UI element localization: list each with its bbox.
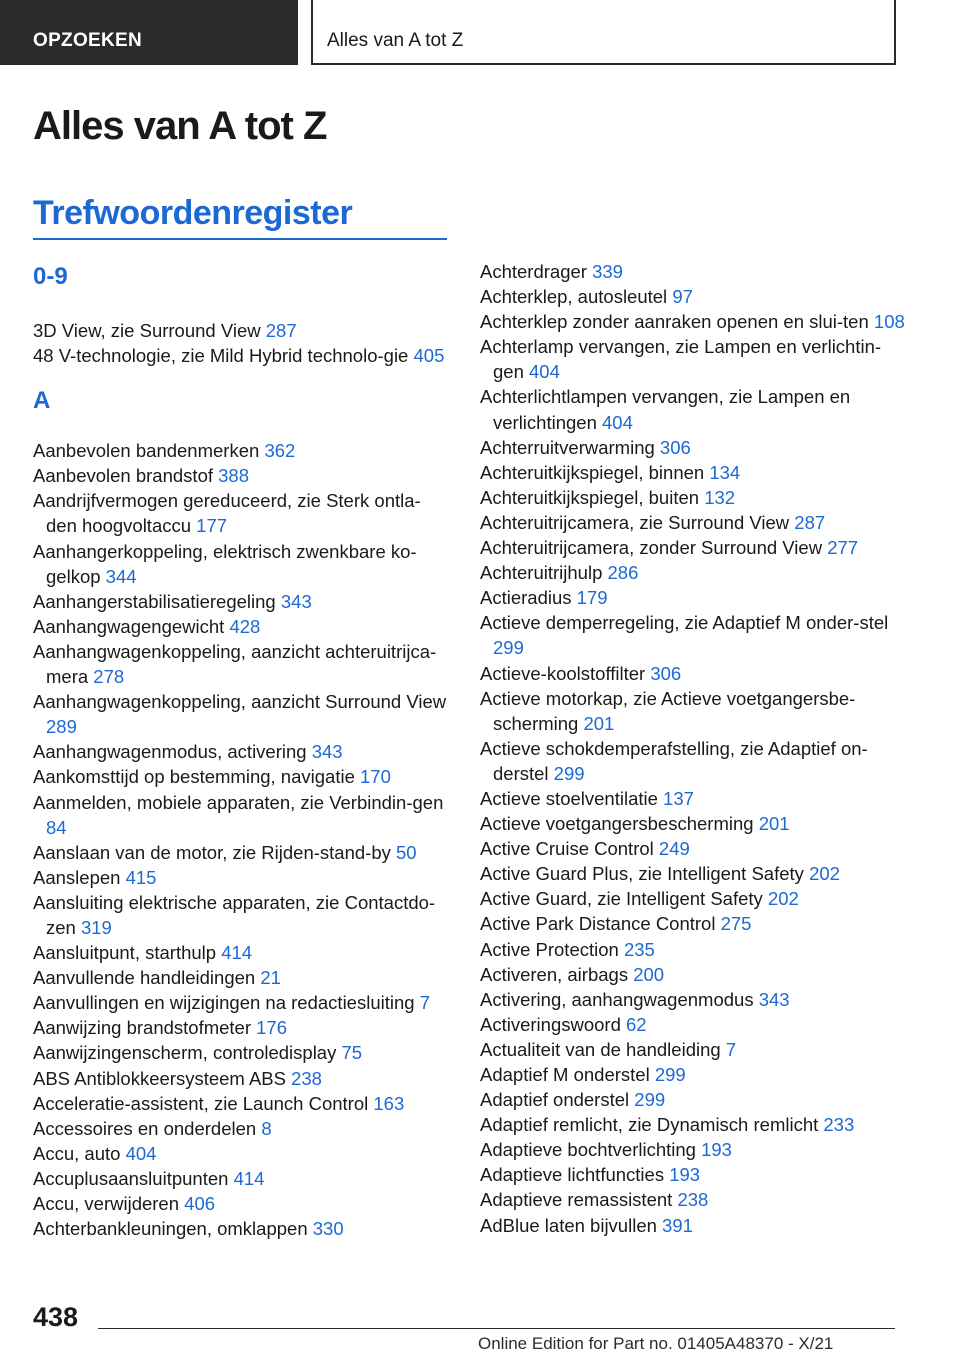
page-subtitle: Trefwoordenregister — [33, 194, 447, 240]
index-entry — [33, 965, 451, 990]
index-term: Active Cruise Control — [480, 838, 654, 860]
index-entry — [33, 1141, 451, 1166]
footer-rule — [98, 1328, 895, 1329]
index-entry — [33, 1015, 451, 1040]
index-entry — [480, 686, 905, 736]
index-entry — [480, 1213, 905, 1238]
index-entry — [33, 1116, 451, 1141]
page-reference-link[interactable]: 299 — [493, 637, 524, 659]
page-reference-link[interactable]: 235 — [623, 938, 655, 960]
index-entry — [33, 739, 451, 764]
index-term: Accu, auto — [33, 1142, 121, 1164]
page-reference-link[interactable]: 249 — [658, 838, 690, 860]
index-term: 3D View, zie Surround View — [33, 320, 261, 341]
index-entry — [480, 1137, 905, 1162]
page-reference-link[interactable]: 414 — [221, 942, 253, 964]
index-term: Aanwijzingenscherm, controledisplay — [33, 1042, 337, 1064]
index-term: Aansluiting elektrische apparaten, zie Contactdo-zen — [33, 891, 436, 938]
page-reference-link[interactable]: 202 — [809, 863, 840, 885]
page-reference-link[interactable]: 278 — [93, 666, 125, 688]
index-term: Achterruitverwarming — [480, 436, 655, 458]
index-entry — [480, 309, 905, 334]
index-term: Achterlamp vervangen, zie Lampen en verlichtin-gen — [480, 336, 882, 383]
index-entry — [480, 585, 905, 610]
index-term: Aanhangwagenkoppeling, aanzicht achteruitrijca-mera — [33, 640, 437, 688]
page-reference-link[interactable]: 343 — [758, 988, 790, 1010]
page-reference-link[interactable]: 134 — [709, 461, 741, 483]
page-reference-link[interactable]: 193 — [669, 1164, 701, 1186]
index-entry — [33, 890, 451, 940]
index-term: AdBlue laten bijvullen — [480, 1214, 657, 1236]
page-reference-link[interactable]: 339 — [592, 261, 623, 282]
index-term: Achteruitkijkspiegel, buiten — [480, 486, 700, 508]
index-term: Aanhangwagengewicht — [33, 615, 225, 637]
index-entry — [480, 962, 905, 987]
page-reference-link[interactable]: 299 — [553, 762, 585, 784]
index-entry — [33, 940, 451, 965]
index-entry — [33, 463, 451, 488]
index-term: Achterklep, autosleutel — [480, 286, 668, 308]
index-term: Aanhangerkoppeling, elektrisch zwenkbare ko-gelkop — [33, 540, 417, 587]
index-term: Adaptief remlicht, zie Dynamisch remlicht — [480, 1114, 819, 1136]
page-reference-link[interactable]: 75 — [341, 1042, 363, 1064]
index-entry — [480, 435, 905, 460]
page-reference-link[interactable]: 343 — [280, 590, 312, 612]
index-term: Achteruitrijcamera, zie Surround View — [480, 511, 790, 533]
index-column-right — [480, 259, 905, 1238]
index-entry — [480, 786, 905, 811]
index-term: Aanvullingen en wijzigingen na redactiesluiting — [33, 992, 415, 1014]
index-term: Active Park Distance Control — [480, 913, 716, 935]
index-entry — [33, 1040, 451, 1065]
page-reference-link[interactable]: 330 — [312, 1218, 344, 1240]
page-reference-link[interactable]: 201 — [583, 712, 615, 734]
index-entry — [480, 485, 905, 510]
index-term: Actieradius — [480, 587, 572, 609]
index-entry — [480, 911, 905, 936]
index-term: Achterklep zonder aanraken openen en slui-ten — [480, 311, 869, 333]
page-reference-link[interactable]: 306 — [650, 662, 682, 684]
page-reference-link[interactable]: 50 — [396, 841, 417, 863]
footer-edition-text: Online Edition for Part no. 01405A48370 - X/21 — [478, 1334, 834, 1353]
index-entry — [33, 764, 451, 789]
index-entry — [480, 610, 905, 660]
index-entry — [480, 1012, 905, 1037]
index-term: Aanslaan van de motor, zie Rijden-stand-by — [33, 841, 391, 863]
index-entry — [480, 1087, 905, 1112]
page-reference-link[interactable]: 62 — [626, 1013, 647, 1035]
page-reference-link[interactable]: 388 — [218, 465, 250, 487]
index-term: Achteruitrijhulp — [480, 562, 603, 584]
index-term: Actieve schokdemperafstelling, zie Adaptief on-derstel — [480, 737, 868, 784]
index-term: Aanhangwagenkoppeling, aanzicht Surround View — [33, 691, 447, 713]
index-entry — [33, 589, 451, 614]
page-reference-link[interactable]: 299 — [634, 1089, 666, 1111]
page-reference-link[interactable]: 137 — [663, 787, 694, 809]
page-reference-link[interactable]: 277 — [827, 537, 859, 559]
index-term: Achterlichtlampen vervangen, zie Lampen en verlichtingen — [480, 386, 851, 433]
page-reference-link[interactable]: 193 — [701, 1139, 732, 1161]
index-entry — [33, 639, 451, 689]
index-entry — [480, 736, 905, 786]
index-term: Aandrijfvermogen gereduceerd, zie Sterk ontla-den hoogvoltaccu — [33, 490, 421, 537]
index-entry — [33, 790, 451, 840]
index-entry — [480, 334, 905, 384]
page-reference-link[interactable]: 319 — [80, 916, 112, 938]
index-entry — [480, 987, 905, 1012]
page-reference-link[interactable]: 406 — [184, 1193, 216, 1214]
index-entry — [33, 438, 451, 463]
index-term: Accu, verwijderen — [33, 1193, 180, 1214]
page-number: 438 — [33, 1302, 79, 1332]
index-term: Actieve stoelventilatie — [480, 787, 658, 809]
page-reference-link[interactable]: 238 — [291, 1067, 322, 1089]
index-section-heading: 0-9 — [33, 263, 68, 290]
index-entry — [480, 259, 905, 284]
index-term: Accessoires en onderdelen — [33, 1117, 257, 1139]
chapter-tab: Alles van A tot Z — [311, 0, 896, 65]
index-entry — [33, 865, 451, 890]
index-entry — [33, 488, 451, 538]
index-term: Aanhangerstabilisatieregeling — [33, 590, 276, 612]
index-term: Aanbevolen brandstof — [33, 465, 213, 487]
section-tab: OPZOEKEN — [0, 0, 298, 65]
index-entry — [480, 937, 905, 962]
index-entry — [480, 1037, 905, 1062]
index-entry — [33, 318, 451, 343]
index-entry — [33, 840, 451, 865]
index-entry — [33, 689, 451, 739]
index-term: Activering, aanhangwagenmodus — [480, 988, 754, 1010]
page-reference-link[interactable]: 238 — [677, 1189, 709, 1211]
page-reference-link[interactable]: 287 — [794, 511, 826, 533]
page-reference-link[interactable]: 201 — [758, 813, 790, 835]
page-reference-link[interactable]: 21 — [260, 967, 281, 989]
index-entry — [480, 1062, 905, 1087]
page-reference-link[interactable]: 7 — [419, 992, 430, 1014]
index-entry — [480, 460, 905, 485]
index-term: Actieve-koolstoffilter — [480, 662, 646, 684]
index-entry — [33, 1091, 451, 1116]
index-term: Actieve voetgangersbescherming — [480, 813, 754, 835]
index-entry — [33, 1066, 451, 1091]
index-entry — [33, 539, 451, 589]
index-term: Adaptieve bochtverlichting — [480, 1139, 696, 1161]
page-reference-link[interactable]: 414 — [233, 1167, 265, 1189]
index-term: Achterbankleuningen, omklappen — [33, 1218, 308, 1240]
index-term: Achterdrager — [480, 261, 587, 282]
index-entry — [480, 1162, 905, 1187]
page-reference-link[interactable]: 8 — [261, 1117, 272, 1139]
index-entry — [480, 560, 905, 585]
page-reference-link[interactable]: 415 — [125, 866, 157, 888]
page-reference-link[interactable]: 299 — [654, 1064, 686, 1085]
index-term: Accuplusaansluitpunten — [33, 1167, 229, 1189]
index-term: Aanvullende handleidingen — [33, 967, 256, 989]
index-term: Acceleratie-assistent, zie Launch Control — [33, 1092, 369, 1114]
page-reference-link[interactable]: 344 — [105, 565, 137, 587]
index-term: Actieve motorkap, zie Actieve voetgangersbe-scherming — [480, 687, 856, 734]
page-reference-link[interactable]: 97 — [672, 286, 693, 308]
index-term: Aansluitpunt, starthulp — [33, 942, 217, 964]
index-term: Actieve demperregeling, zie Adaptief M onder-stel — [480, 612, 889, 634]
index-term: Adaptieve remassistent — [480, 1189, 673, 1211]
page-title: Alles van A tot Z — [33, 104, 327, 148]
index-term: Aanhangwagenmodus, activering — [33, 741, 307, 763]
page-reference-link[interactable]: 176 — [256, 1017, 288, 1039]
index-entry — [480, 661, 905, 686]
page-reference-link[interactable]: 404 — [602, 411, 633, 433]
index-term: 48 V-technologie, zie Mild Hybrid technolo-gie — [33, 345, 409, 367]
index-term: Activeringswoord — [480, 1013, 621, 1035]
page-reference-link[interactable]: 286 — [607, 562, 639, 584]
page-reference-link[interactable]: 391 — [662, 1214, 693, 1236]
index-entry — [33, 614, 451, 639]
index-term: Active Guard, zie Intelligent Safety — [480, 888, 763, 910]
index-term: Aanslepen — [33, 866, 121, 888]
page-reference-link[interactable]: 404 — [529, 361, 560, 383]
page-reference-link[interactable]: 179 — [576, 587, 608, 609]
page-reference-link[interactable]: 405 — [413, 345, 445, 367]
page-reference-link[interactable]: 108 — [873, 311, 905, 333]
index-entry — [480, 836, 905, 861]
index-entry — [480, 811, 905, 836]
page-reference-link[interactable]: 233 — [823, 1114, 855, 1136]
index-entry — [480, 510, 905, 535]
index-term: Adaptieve lichtfuncties — [480, 1164, 665, 1186]
index-entry — [480, 861, 905, 886]
page-reference-link[interactable]: 343 — [311, 741, 343, 763]
index-term: Achteruitrijcamera, zonder Surround View — [480, 537, 823, 559]
page-reference-link[interactable]: 7 — [725, 1038, 737, 1060]
index-term: Aanwijzing brandstofmeter — [33, 1017, 251, 1039]
page-reference-link[interactable]: 200 — [633, 963, 665, 985]
index-entry — [33, 990, 451, 1015]
index-entry — [480, 886, 905, 911]
index-term: Adaptief onderstel — [480, 1089, 630, 1111]
page-reference-link[interactable]: 287 — [265, 320, 297, 341]
index-term: Active Guard Plus, zie Intelligent Safety — [480, 863, 804, 885]
index-entry — [480, 384, 905, 434]
page-reference-link[interactable]: 306 — [659, 436, 691, 458]
page-reference-link[interactable]: 170 — [360, 766, 391, 788]
page-reference-link[interactable]: 289 — [46, 716, 77, 738]
index-term: ABS Antiblokkeersysteem ABS — [33, 1067, 286, 1089]
index-entry — [480, 1187, 905, 1212]
index-term: Aankomsttijd op bestemming, navigatie — [33, 766, 355, 788]
page-reference-link[interactable]: 428 — [229, 615, 261, 637]
index-term: Adaptief M onderstel — [480, 1064, 650, 1085]
page-reference-link[interactable]: 202 — [767, 888, 799, 910]
index-entry — [33, 1166, 451, 1191]
index-entry — [33, 1191, 451, 1216]
index-term: Aanmelden, mobiele apparaten, zie Verbindin-gen — [33, 791, 444, 813]
page-reference-link[interactable]: 163 — [373, 1092, 405, 1114]
page-reference-link[interactable]: 362 — [264, 440, 296, 462]
page-reference-link[interactable]: 84 — [46, 816, 67, 838]
index-section-heading: A — [33, 387, 51, 415]
index-entry — [480, 535, 905, 560]
index-column-left — [33, 258, 451, 1241]
index-term: Achteruitkijkspiegel, binnen — [480, 461, 705, 483]
page-reference-link[interactable]: 177 — [196, 515, 228, 537]
page-reference-link[interactable]: 132 — [704, 486, 736, 508]
index-term: Aanbevolen bandenmerken — [33, 440, 260, 462]
index-entry — [33, 343, 451, 368]
index-term: Actualiteit van de handleiding — [480, 1038, 721, 1060]
index-entry — [480, 284, 905, 309]
page-reference-link[interactable]: 404 — [125, 1142, 157, 1164]
index-term: Activeren, airbags — [480, 963, 629, 985]
index-term: Active Protection — [480, 938, 619, 960]
index-entry — [480, 1112, 905, 1137]
page-reference-link[interactable]: 275 — [720, 913, 752, 935]
index-entry — [33, 1216, 451, 1241]
